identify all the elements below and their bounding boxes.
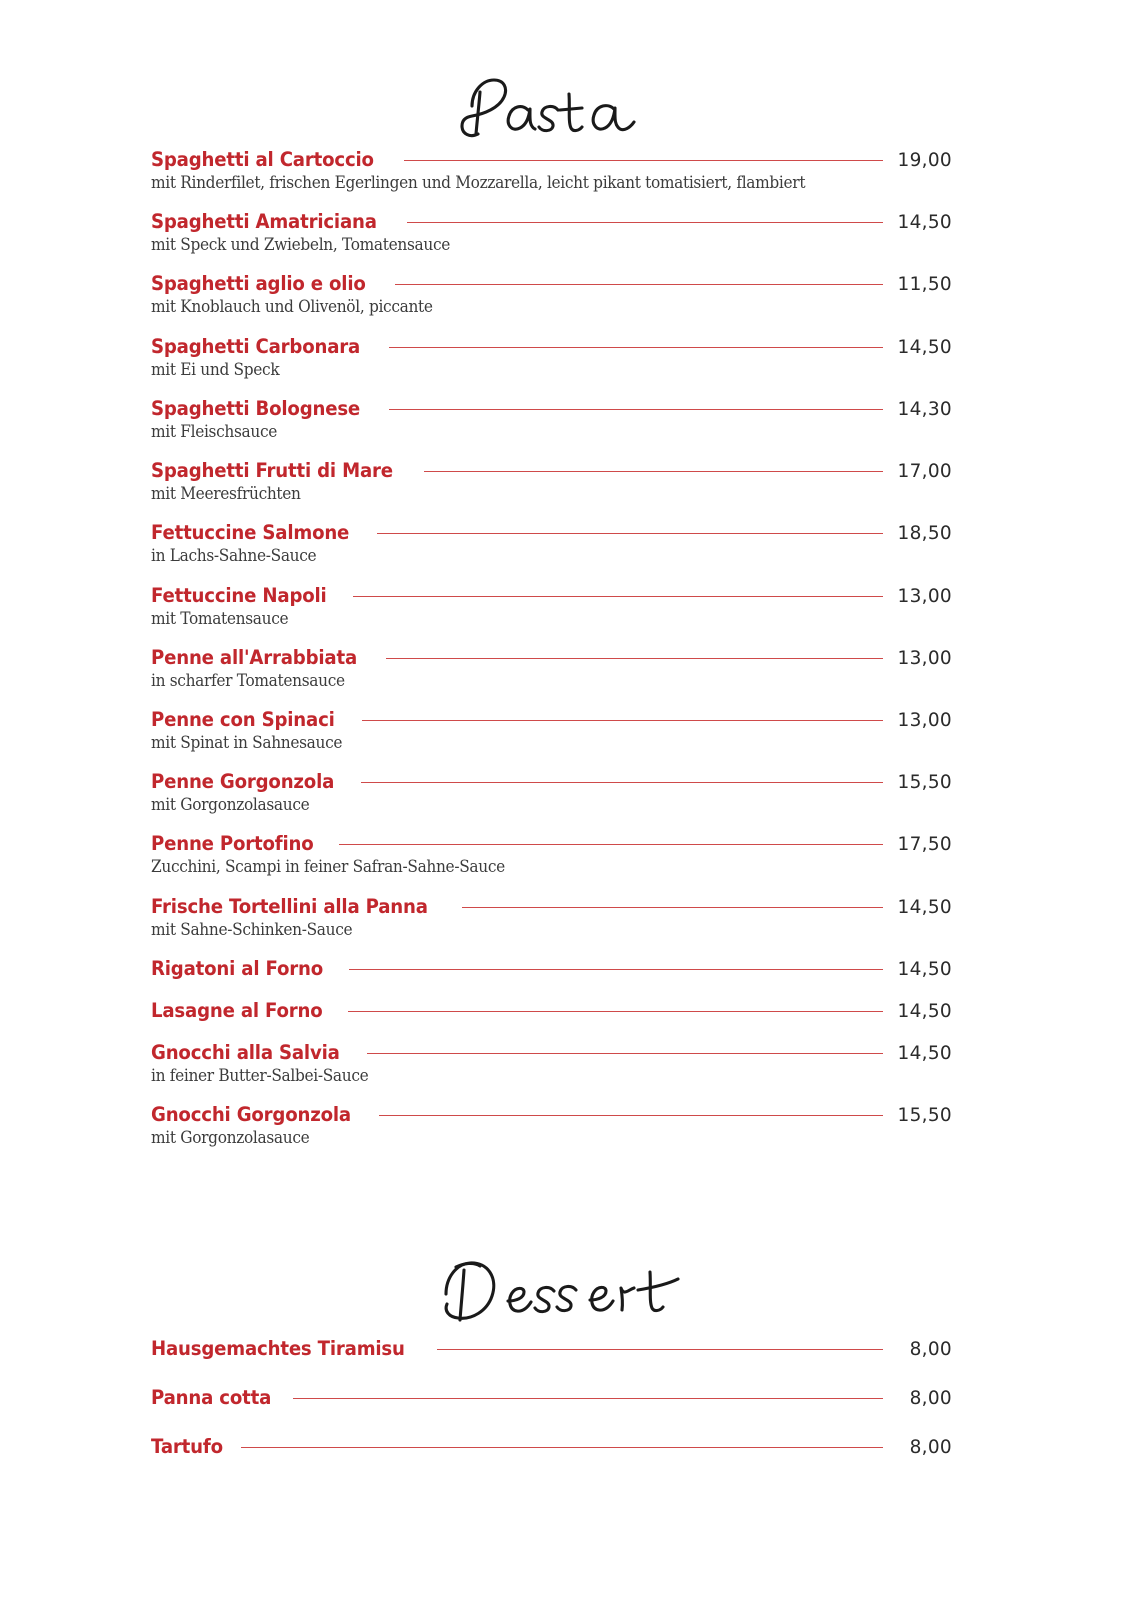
menu-item (151, 832, 952, 876)
menu-item-price: 8,00 (909, 1437, 952, 1458)
menu-item-price: 14,50 (897, 958, 952, 980)
menu-item-name: Spaghetti Carbonara (151, 334, 361, 358)
menu-item-description: mit Meeresfrüchten (151, 484, 301, 504)
menu-item-description: mit Knoblauch und Olivenöl, piccante (151, 297, 433, 317)
menu-item-row (151, 1103, 952, 1126)
price-leader-line (386, 658, 883, 659)
menu-item (151, 999, 952, 1022)
menu-item-price: 17,50 (897, 834, 952, 856)
price-leader-line (348, 1011, 883, 1012)
menu-item-name: Gnocchi alla Salvia (151, 1040, 340, 1064)
menu-item (151, 895, 952, 939)
menu-item (151, 335, 952, 379)
menu-item-name: Spaghetti aglio e olio (151, 272, 366, 296)
menu-item-name: Hausgemachtes Tiramisu (151, 1337, 405, 1360)
menu-item-description: Zucchini, Scampi in feiner Safran-Sahne-Sauce (151, 857, 505, 877)
menu-item-row (151, 1386, 952, 1409)
menu-item-description: in Lachs-Sahne-Sauce (151, 546, 317, 566)
menu-item-price: 15,50 (897, 772, 952, 794)
dessert-menu-list (151, 1337, 952, 1458)
menu-item (151, 459, 952, 503)
menu-item-name: Spaghetti Bolognese (151, 396, 361, 420)
menu-item-description: mit Sahne-Schinken-Sauce (151, 919, 353, 939)
pasta-menu-list-container (151, 148, 952, 1165)
price-leader-line (379, 1115, 883, 1116)
menu-item-price: 14,30 (897, 398, 952, 420)
menu-item-name: Penne Portofino (151, 832, 314, 856)
menu-item (151, 957, 952, 980)
menu-item-name: Fettuccine Napoli (151, 583, 327, 607)
dessert-script-icon (416, 1254, 716, 1334)
menu-item-description: mit Gorgonzolasauce (151, 795, 310, 815)
menu-item-name: Penne con Spinaci (151, 707, 335, 731)
pasta-script-icon (436, 72, 696, 148)
menu-item-name: Rigatoni al Forno (151, 956, 324, 980)
menu-item-row (151, 148, 952, 171)
menu-item (151, 148, 952, 192)
menu-item-row (151, 521, 952, 544)
menu-item-price: 13,00 (897, 585, 952, 607)
price-leader-line (361, 782, 883, 783)
menu-item-name: Panna cotta (151, 1386, 272, 1409)
menu-item-price: 14,50 (897, 1000, 952, 1022)
menu-item-price: 14,50 (897, 1042, 952, 1064)
menu-item-description: mit Tomatensauce (151, 608, 289, 628)
menu-item-description: in feiner Butter-Salbei-Sauce (151, 1065, 369, 1085)
menu-item (151, 1103, 952, 1147)
menu-item-name: Frische Tortellini alla Panna (151, 894, 428, 918)
menu-item-price: 13,00 (897, 647, 952, 669)
menu-item-row (151, 708, 952, 731)
menu-item (151, 1337, 952, 1360)
menu-item-name: Fettuccine Salmone (151, 521, 350, 545)
menu-item-name: Spaghetti Frutti di Mare (151, 459, 393, 483)
menu-item-description: mit Fleischsauce (151, 421, 278, 441)
price-leader-line (293, 1398, 883, 1399)
price-leader-line (462, 907, 883, 908)
menu-item (151, 770, 952, 814)
pasta-heading-script (0, 72, 1131, 148)
menu-item-price: 17,00 (897, 461, 952, 483)
menu-item-row (151, 770, 952, 793)
price-leader-line (362, 720, 884, 721)
menu-item (151, 272, 952, 316)
menu-item-row (151, 957, 952, 980)
price-leader-line (404, 160, 883, 161)
menu-item-price: 11,50 (897, 274, 952, 296)
menu-item-name: Penne Gorgonzola (151, 770, 335, 794)
menu-item (151, 708, 952, 752)
menu-item (151, 1386, 952, 1409)
price-leader-line (339, 844, 883, 845)
menu-item-description: mit Speck und Zwiebeln, Tomatensauce (151, 235, 451, 255)
price-leader-line (424, 471, 883, 472)
menu-item-price: 13,00 (897, 709, 952, 731)
menu-item-row (151, 584, 952, 607)
price-leader-line (407, 222, 883, 223)
price-leader-line (241, 1447, 883, 1448)
menu-item (151, 397, 952, 441)
menu-item-price: 14,50 (897, 336, 952, 358)
menu-item-price: 19,00 (897, 150, 952, 171)
price-leader-line (367, 1053, 883, 1054)
menu-item-row (151, 210, 952, 233)
menu-item-description: mit Gorgonzolasauce (151, 1128, 310, 1148)
menu-item (151, 210, 952, 254)
price-leader-line (349, 969, 883, 970)
menu-item-row (151, 1435, 952, 1458)
price-leader-line (353, 596, 883, 597)
menu-item-description: mit Ei und Speck (151, 359, 280, 379)
dessert-heading-script (0, 1254, 1131, 1334)
menu-item-name: Penne all'Arrabbiata (151, 645, 358, 669)
price-leader-line (377, 533, 883, 534)
pasta-menu-list (151, 148, 952, 1147)
menu-item (151, 584, 952, 628)
menu-item (151, 1435, 952, 1458)
menu-item-row (151, 646, 952, 669)
pasta-section-heading (0, 72, 1131, 148)
menu-item-row (151, 832, 952, 855)
menu-item-row (151, 895, 952, 918)
menu-item-row (151, 459, 952, 482)
menu-item-description: mit Rinderfilet, frischen Egerlingen und Mozzarella, leicht pikant tomatisiert, flambiert (151, 173, 806, 192)
menu-item-description: mit Spinat in Sahnesauce (151, 732, 343, 752)
menu-item-name: Spaghetti Amatriciana (151, 210, 377, 234)
menu-item-price: 14,50 (897, 896, 952, 918)
menu-item-price: 8,00 (909, 1339, 952, 1360)
menu-item-price: 8,00 (909, 1388, 952, 1409)
price-leader-line (437, 1349, 883, 1350)
price-leader-line (395, 284, 883, 285)
menu-item-row (151, 1337, 952, 1360)
menu-item-name: Lasagne al Forno (151, 998, 323, 1022)
menu-item (151, 646, 952, 690)
menu-item (151, 1041, 952, 1085)
menu-item-row (151, 272, 952, 295)
menu-item-price: 15,50 (897, 1105, 952, 1127)
menu-item-price: 14,50 (897, 212, 952, 234)
dessert-menu-list-container (151, 1337, 952, 1484)
menu-item-row (151, 335, 952, 358)
menu-item-description: in scharfer Tomatensauce (151, 670, 345, 690)
menu-item-row (151, 1041, 952, 1064)
menu-item-row (151, 999, 952, 1022)
menu-item-row (151, 397, 952, 420)
price-leader-line (389, 347, 883, 348)
menu-item-name: Spaghetti al Cartoccio (151, 148, 374, 171)
menu-item-name: Gnocchi Gorgonzola (151, 1103, 351, 1127)
menu-item-price: 18,50 (897, 523, 952, 545)
price-leader-line (389, 409, 883, 410)
menu-item-name: Tartufo (151, 1435, 223, 1458)
dessert-section-heading (0, 1254, 1131, 1334)
menu-item (151, 521, 952, 565)
